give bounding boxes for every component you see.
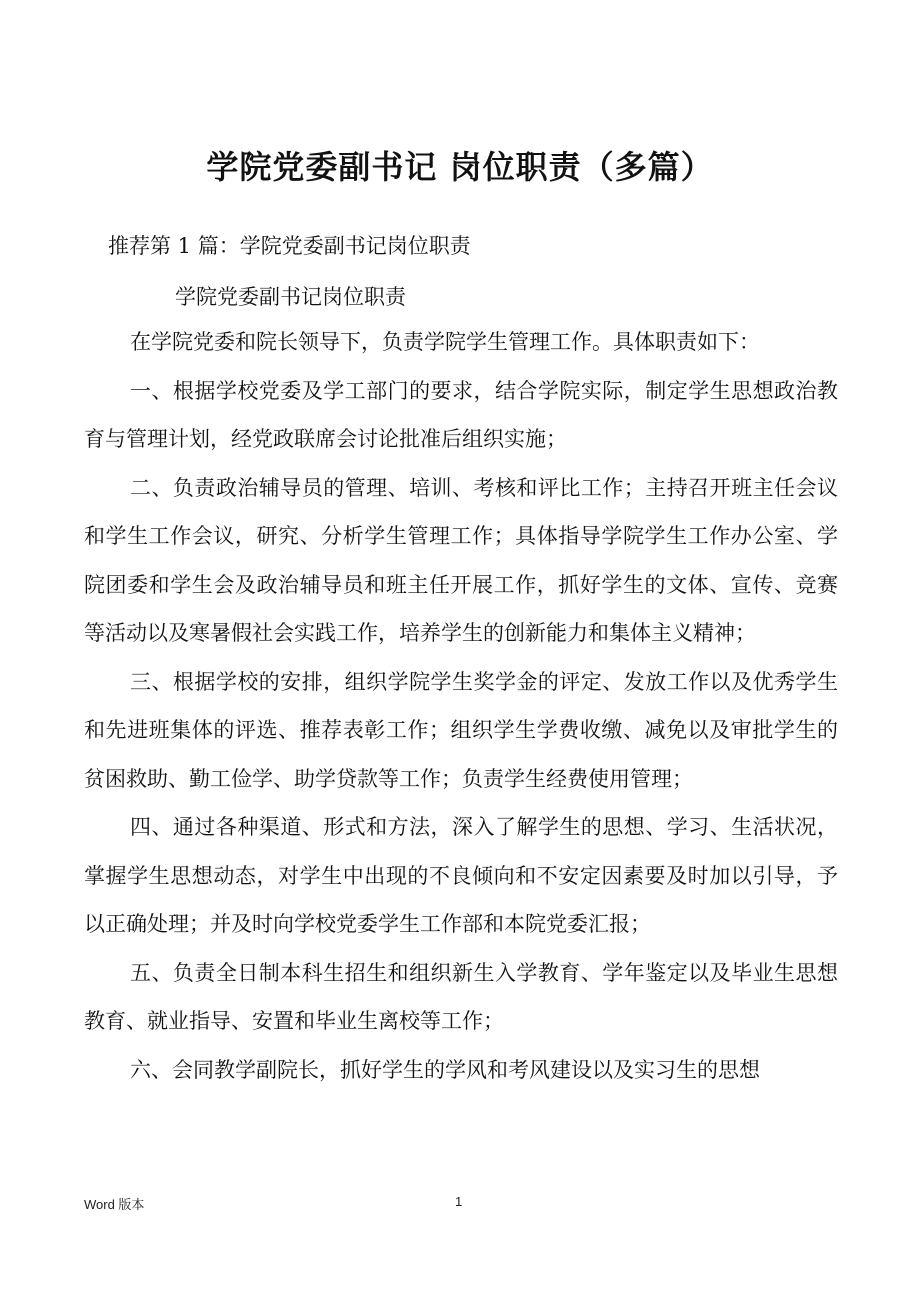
paragraph-item-6: 六、会同教学副院长，抓好学生的学风和考风建设以及实习生的思想 [130,1057,760,1082]
paragraph-item-3: 三、根据学校的安排，组织学院学生奖学金的评定、发放工作以及优秀学生和先进班集体的评选、推荐表彰工作；组织学生学费收缴、减免以及审批学生的贫困救助、勤工俭学、助学贷款等工作；负责学生经费使用管理； [84,669,838,791]
paragraph-item-2: 二、负责政治辅导员的管理、培训、考核和评比工作；主持召开班主任会议和学生工作会议，研究、分析学生管理工作；具体指导学院学生工作办公室、学院团委和学生会及政治辅导员和班主任开展工作，抓好学生的文体、宣传、竞赛等活动以及寒暑假社会实践工作，培养学生的创新能力和集体主义精神； [84,475,838,645]
paragraph-item-5: 五、负责全日制本科生招生和组织新生入学教育、学年鉴定以及毕业生思想教育、就业指导、安置和毕业生离校等工作； [84,960,838,1033]
page-number: 1 [455,1194,463,1209]
document-title: 学院党委副书记 岗位职责（多篇） [206,148,714,186]
paragraph-item-1: 一、根据学校党委及学工部门的要求，结合学院实际，制定学生思想政治教育与管理计划，经党政联席会讨论批准后组织实施； [84,378,838,451]
footer-label: Word 版本 [84,1197,145,1212]
paragraph-intro: 在学院党委和院长领导下，负责学院学生管理工作。具体职责如下： [130,330,760,354]
body-text [84,318,838,1094]
section-heading: 学院党委副书记岗位职责 [175,285,406,309]
paragraph-item-4: 四、通过各种渠道、形式和方法，深入了解学生的思想、学习、生活状况，掌握学生思想动态，对学生中出现的不良倾向和不安定因素要及时加以引导，予以正确处理；并及时向学校党委学生工作部和本院党委汇报； [84,815,838,936]
document-subtitle: 推荐第 1 篇：学院党委副书记岗位职责 [108,234,471,258]
